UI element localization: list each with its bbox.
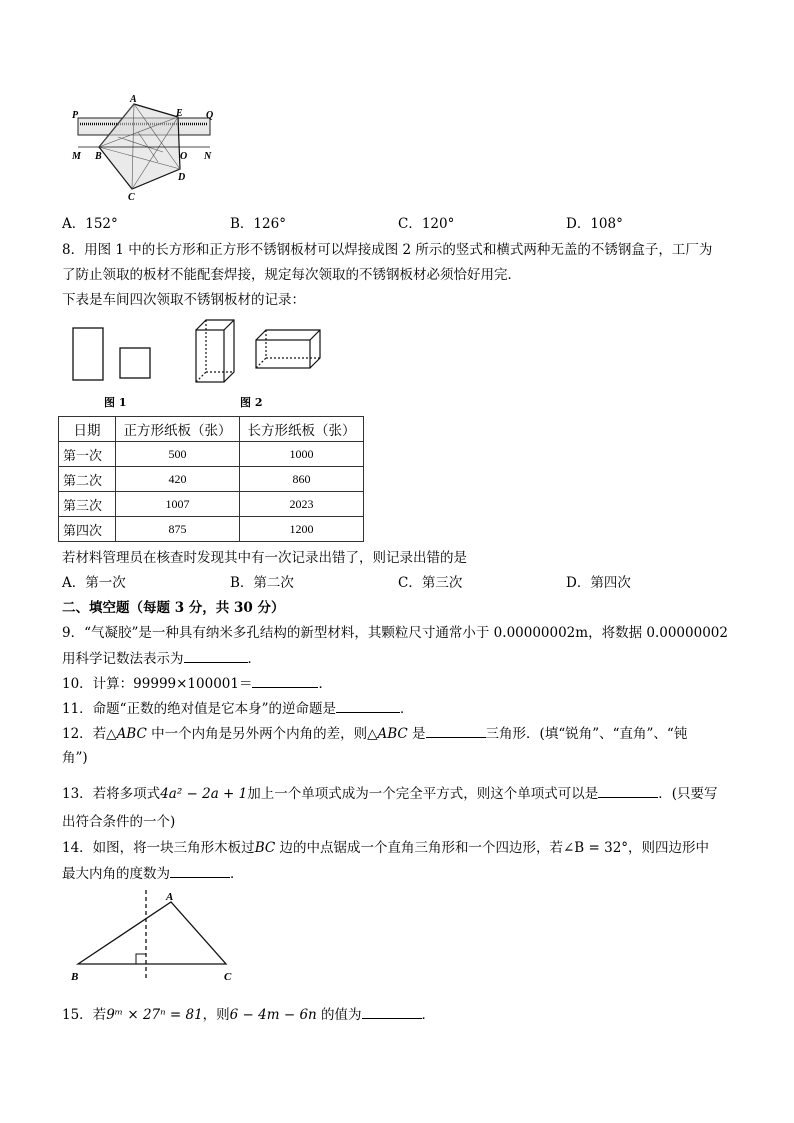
q8-option-a: A．第一次 (62, 575, 126, 591)
q8-line3: 下表是车间四次领取不锈钢板材的记录： (62, 292, 305, 308)
table-row (59, 517, 364, 542)
table-cell: 1007 (116, 492, 240, 517)
q12-mid: 中一个内角是另外两个内角的差，则△ (146, 726, 378, 742)
q12-line1 (62, 723, 687, 744)
q13-answer-blank (598, 783, 658, 798)
table-row (59, 442, 364, 467)
table-cell: 第二次 (59, 467, 116, 492)
q12-post: 三角形．(填“锐角”、“直角”、“钝 (485, 726, 688, 742)
q7-option-d: D．108° (566, 216, 623, 232)
figure2-boxes (192, 318, 332, 384)
label-C: C (224, 971, 232, 983)
q8-line2: 了防止领取的板材不能配套焊接，规定每次领取的不锈钢板材必须恰好用完． (62, 267, 521, 283)
q8-line1: 8．用图 1 中的长方形和正方形不锈钢板材可以焊接成图 2 所示的竖式和横式两种无盖的不锈钢盒子，工厂为 (62, 242, 713, 258)
q15-expression2: 6 − 4m − 6n (229, 1007, 317, 1023)
q14-bc: BC (254, 840, 276, 856)
q15-post: 的值为 (316, 1007, 362, 1023)
table-cell: 第三次 (59, 492, 116, 517)
q11-answer-blank (336, 698, 400, 713)
label-M: M (72, 151, 81, 162)
q11-end: ． (399, 701, 414, 717)
q9-answer-blank (184, 648, 248, 663)
q9-end: ． (247, 651, 261, 667)
q15-pre: 15．若 (62, 1007, 107, 1023)
figure-triangle-saw (66, 888, 246, 986)
q7-option-b: B．126° (230, 216, 286, 232)
q13-post: 加上一个单项式成为一个完全平方式，则这个单项式可以是 (247, 786, 599, 802)
q15-expression: 9ᵐ × 27ⁿ = 81 (106, 1007, 203, 1023)
q12-answer-blank (426, 723, 486, 738)
q14-pre: 14．如图，将一块三角形木板过 (62, 840, 255, 856)
q12-pre: 12．若△ (62, 726, 117, 742)
q11-text: 11．命题“正数的绝对值是它本身”的逆命题是 (62, 701, 336, 717)
q12-abc: ABC (116, 726, 147, 742)
q15-answer-blank (362, 1004, 422, 1019)
figure-pentagon-ruler (68, 92, 228, 204)
q8-option-b: B．第二次 (230, 575, 294, 591)
q10-text: 10．计算：99999×100001＝ (62, 676, 253, 692)
q10-end: ． (318, 676, 332, 692)
q7-option-a: A．152° (62, 216, 118, 232)
q13-pre: 13．若将多项式 (62, 786, 161, 802)
q13-polynomial: 4a² − 2a + 1 (160, 786, 248, 802)
table-row (59, 467, 364, 492)
q13-line1 (62, 783, 718, 804)
q15-mid: ，则 (202, 1007, 230, 1023)
label-A: A (166, 891, 174, 903)
q12-abc2: ABC (377, 726, 408, 742)
label-A: A (130, 94, 137, 105)
table-cell: 2023 (240, 492, 364, 517)
q9-line1: 9．“气凝胶”是一种具有纳米多孔结构的新型材料，其颗粒尺寸通常小于 0.00000002m，将数据 0.00000002 (62, 625, 728, 641)
q13-line2: 出符合条件的一个) (62, 814, 176, 830)
q14-line2 (62, 863, 244, 884)
table-row (59, 492, 364, 517)
label-E: E (176, 108, 183, 119)
q10-answer-blank (252, 673, 318, 688)
q9-line2 (62, 648, 261, 669)
figure1-plates (70, 326, 160, 382)
label-O: O (180, 151, 188, 162)
table-header: 长方形纸板（张） (240, 417, 364, 442)
q8-after-table: 若材料管理员在核查时发现其中有一次记录出错了，则记录出错的是 (62, 550, 467, 566)
table-cell: 500 (116, 442, 240, 467)
q13-end: ．(只要写 (658, 786, 718, 802)
table-cell: 第四次 (59, 517, 116, 542)
q14-line1 (62, 838, 709, 858)
q12-line2: 角”) (62, 750, 88, 766)
q15-end: ． (421, 1007, 436, 1023)
figure2-caption: 图 2 (240, 396, 263, 409)
table-cell: 1200 (240, 517, 364, 542)
q11 (62, 698, 413, 719)
table-cell: 875 (116, 517, 240, 542)
table-cell: 1000 (240, 442, 364, 467)
q10 (62, 673, 332, 694)
label-P: P (72, 110, 79, 121)
plate-record-table (58, 416, 364, 542)
q14-text: 最大内角的度数为 (62, 866, 170, 882)
table-cell: 420 (116, 467, 240, 492)
label-N: N (204, 151, 212, 162)
table-header: 正方形纸板（张） (116, 417, 240, 442)
q12-is: 是 (407, 726, 426, 742)
table-cell: 第一次 (59, 442, 116, 467)
table-header: 日期 (59, 417, 116, 442)
label-Q: Q (206, 110, 214, 121)
label-C: C (128, 192, 135, 203)
label-B: B (95, 151, 102, 162)
label-D: D (178, 172, 186, 183)
table-cell: 860 (240, 467, 364, 492)
label-B: B (71, 971, 79, 983)
section2-title: 二、填空题（每题 3 分，共 30 分） (62, 600, 285, 616)
q14-post: 边的中点锯成一个直角三角形和一个四边形，若∠B = 32°，则四边形中 (275, 840, 710, 856)
q8-option-c: C．第三次 (398, 575, 463, 591)
table-header-row (59, 417, 364, 442)
q14-answer-blank (170, 863, 230, 878)
q9-text: 用科学记数法表示为 (62, 651, 184, 667)
q7-option-c: C．120° (398, 216, 455, 232)
q8-option-d: D．第四次 (566, 575, 631, 591)
q15 (62, 1004, 435, 1025)
q14-end: ． (230, 866, 244, 882)
figure1-caption: 图 1 (104, 396, 127, 409)
